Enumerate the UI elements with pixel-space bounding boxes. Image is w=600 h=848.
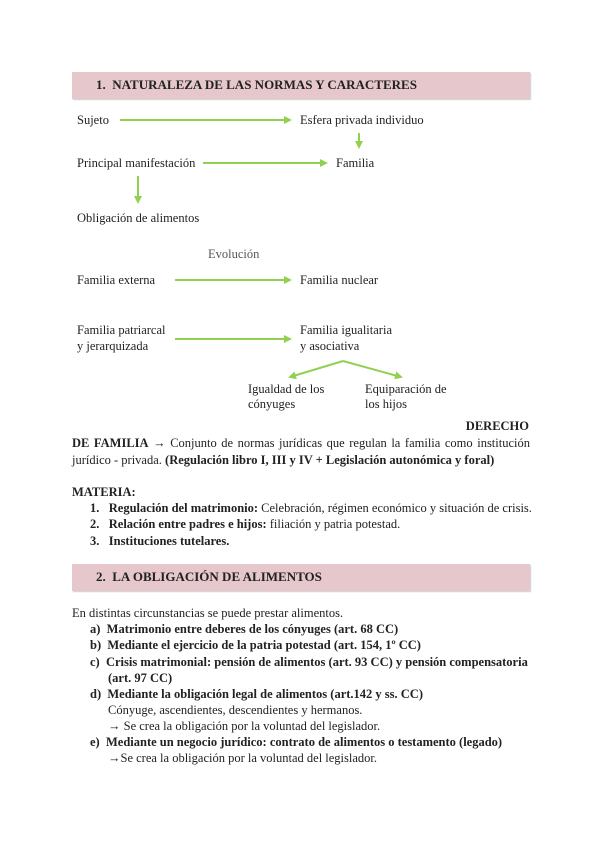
derecho-text: Conjunto de normas jurídicas que regulan la familia como institución jurídico - privada. [72, 436, 531, 467]
node-igualitaria-2: y asociativa [300, 339, 360, 353]
materia-item: 2. Relación entre padres e hijos: filiación y patria potestad. [90, 517, 401, 531]
derecho-regulation: (Regulación libro I, III y IV + Legislación autonómica y foral) [165, 453, 495, 467]
section-title: NATURALEZA DE LAS NORMAS Y CARACTERES [112, 77, 417, 92]
list-item-a: a) Matrimonio entre deberes de los cónyuges (art. 68 CC) [90, 622, 399, 636]
derecho-heading: DERECHO [465, 419, 529, 433]
materia-item: 3. Instituciones tutelares. [90, 534, 230, 548]
node-equiparacion: Equiparación de [365, 382, 447, 396]
node-nuclear: Familia nuclear [300, 273, 379, 287]
section-number: 1. [96, 77, 106, 92]
node-sujeto: Sujeto [77, 113, 109, 127]
list-item-c-cont: (art. 97 CC) [108, 671, 173, 685]
node-esfera: Esfera privada individuo [300, 113, 424, 127]
list-item-d-sub: Cónyuge, ascendientes, descendientes y hermanos. [108, 703, 363, 717]
arrow-equiparacion [343, 361, 401, 377]
materia-label: MATERIA: [72, 485, 136, 499]
list-item-e-note: →Se crea la obligación por la voluntad del legislador. [108, 751, 378, 765]
list-item-d-note: → Se crea la obligación por la voluntad del legislador. [108, 719, 381, 733]
derecho-heading-2: DE FAMILIA [72, 436, 149, 450]
materia-item: 1. Regulación del matrimonio: Celebración, régimen económico y situación de crisis. [90, 501, 532, 515]
node-familia: Familia [336, 156, 375, 170]
node-igualitaria: Familia igualitaria [300, 323, 392, 337]
alimentos-intro: En distintas circunstancias se puede prestar alimentos. [72, 606, 344, 620]
node-igualdad: Igualdad de los [248, 382, 325, 396]
list-item-b: b) Mediante el ejercicio de la patria potestad (art. 154, 1º CC) [90, 638, 421, 652]
node-patriarcal-2: y jerarquizada [77, 339, 149, 353]
section-title: LA OBLIGACIÓN DE ALIMENTOS [112, 569, 322, 584]
arrow-igualdad [290, 361, 343, 377]
node-principal: Principal manifestación [77, 156, 196, 170]
derecho-definition [72, 435, 530, 469]
node-externa: Familia externa [77, 273, 156, 287]
node-patriarcal: Familia patriarcal [77, 323, 166, 337]
node-igualdad-2: cónyuges [248, 397, 296, 411]
list-item-d: d) Mediante la obligación legal de alimentos (art.142 y ss. CC) [90, 687, 423, 701]
label-evolucion: Evolución [208, 247, 260, 261]
section-number: 2. [96, 569, 106, 584]
node-obligacion: Obligación de alimentos [77, 211, 200, 225]
node-equiparacion-2: los hijos [365, 397, 408, 411]
list-item-e: e) Mediante un negocio jurídico: contrato de alimentos o testamento (legado) [90, 735, 503, 749]
section-2-heading [72, 564, 530, 591]
list-item-c: c) Crisis matrimonial: pensión de alimentos (art. 93 CC) y pensión compensatoria [90, 655, 528, 669]
arrow-glyph: → [153, 436, 166, 450]
